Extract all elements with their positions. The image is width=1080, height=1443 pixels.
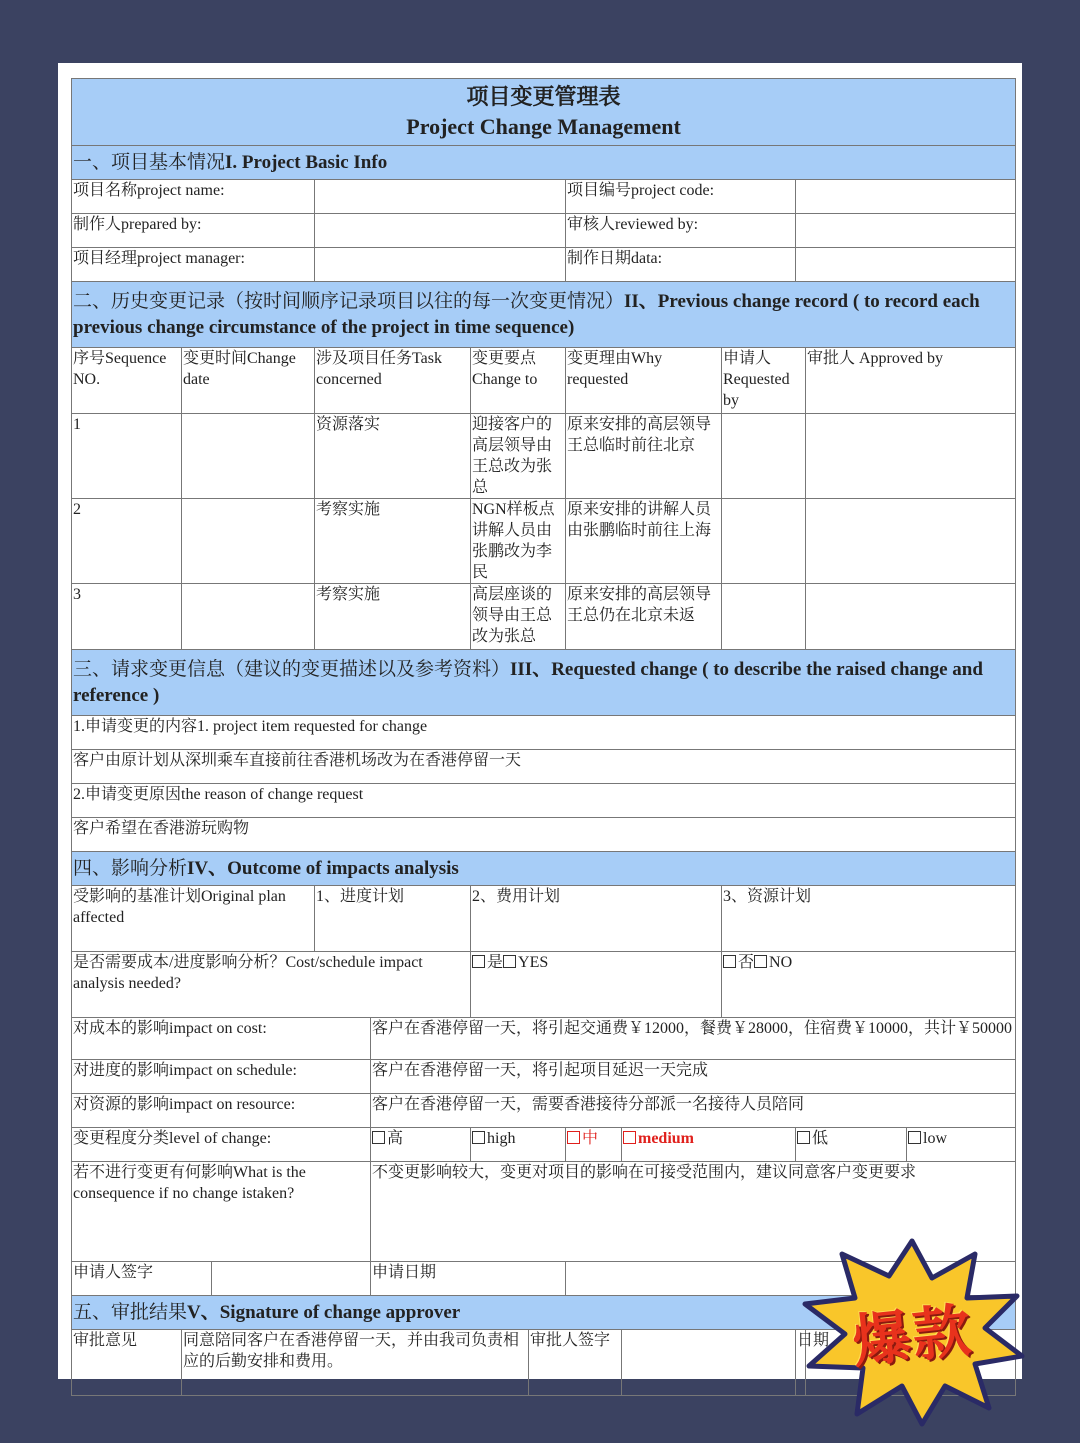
requested-item-value[interactable]: 客户由原计划从深圳乘车直接前往香港机场改为在香港停留一天 xyxy=(72,750,1016,784)
project-name-value[interactable] xyxy=(315,180,566,214)
col-approved-by: 审批人 Approved by xyxy=(806,348,1016,414)
badge-label: 爆款 xyxy=(849,1295,976,1377)
approval-opinion-value[interactable]: 同意陪同客户在香港停留一天，并由我司负责相应的后勤安排和费用。 xyxy=(182,1330,529,1396)
row-why: 原来安排的讲解人员由张鹏临时前往上海 xyxy=(566,499,722,584)
row-task: 考察实施 xyxy=(315,584,471,650)
level-high-en[interactable] xyxy=(471,1128,566,1162)
consequence-value[interactable]: 不变更影响较大，变更对项目的影响在可接受范围内，建议同意客户变更要求 xyxy=(371,1162,1016,1262)
checkbox-icon[interactable] xyxy=(472,955,485,968)
row-no: 3 xyxy=(72,584,182,650)
row-date[interactable] xyxy=(182,414,315,499)
approver-sign-value[interactable] xyxy=(622,1330,796,1396)
row-change: NGN样板点讲解人员由张鹏改为李民 xyxy=(471,499,566,584)
row-task: 资源落实 xyxy=(315,414,471,499)
row-no: 2 xyxy=(72,499,182,584)
reviewed-by-label: 审核人reviewed by: xyxy=(566,214,796,248)
section-4-header-en: IV、Outcome of impacts analysis xyxy=(187,857,459,879)
level-option: 低 xyxy=(812,1130,829,1147)
checkbox-icon[interactable] xyxy=(372,1131,385,1144)
form-sheet xyxy=(58,63,1022,1379)
date-label: 制作日期data: xyxy=(566,248,796,282)
section-4-header-cn: 四、影响分析 xyxy=(73,857,188,879)
checkbox-icon[interactable] xyxy=(472,1131,485,1144)
yes-en: YES xyxy=(518,954,549,971)
checkbox-icon[interactable] xyxy=(797,1131,810,1144)
date-value[interactable] xyxy=(796,248,1016,282)
plan-resource: 3、资源计划 xyxy=(722,886,1016,952)
section-2-header xyxy=(72,282,1016,348)
resource-impact-value[interactable]: 客户在香港停留一天，需要香港接待分部派一名接待人员陪同 xyxy=(371,1094,1016,1128)
plan-cost: 2、费用计划 xyxy=(471,886,722,952)
reviewed-by-value[interactable] xyxy=(796,214,1016,248)
col-why: 变更理由Why requested xyxy=(566,348,722,414)
section-4-header xyxy=(72,852,1016,886)
section-1-header-en: I. Project Basic Info xyxy=(225,151,388,173)
level-option: high xyxy=(487,1130,516,1147)
impact-analysis-label: 是否需要成本/进度影响分析？Cost/schedule impact analysis needed? xyxy=(72,952,471,1018)
checkbox-icon[interactable] xyxy=(503,955,516,968)
consequence-label: 若不进行变更有何影响What is the consequence if no change istaken? xyxy=(72,1162,371,1262)
table-row xyxy=(72,584,1016,650)
change-reason-value[interactable]: 客户希望在香港游玩购物 xyxy=(72,818,1016,852)
apply-date-label: 申请日期 xyxy=(371,1262,566,1296)
level-medium-cn[interactable] xyxy=(566,1128,622,1162)
section-1-header-cn: 一、项目基本情况 xyxy=(73,151,226,173)
change-reason-label: 2.申请变更原因the reason of change request xyxy=(72,784,1016,818)
level-medium-en[interactable] xyxy=(622,1128,796,1162)
table-row xyxy=(72,499,1016,584)
project-manager-value[interactable] xyxy=(315,248,566,282)
project-code-value[interactable] xyxy=(796,180,1016,214)
checkbox-icon[interactable] xyxy=(754,955,767,968)
col-task: 涉及项目任务Task concerned xyxy=(315,348,471,414)
checkbox-icon[interactable] xyxy=(623,1131,636,1144)
applicant-sign-label: 申请人签字 xyxy=(72,1262,212,1296)
row-requested-by[interactable] xyxy=(722,414,806,499)
plan-schedule: 1、进度计划 xyxy=(315,886,471,952)
level-low-en[interactable] xyxy=(907,1128,1016,1162)
project-name-label: 项目名称project name: xyxy=(72,180,315,214)
checkbox-icon[interactable] xyxy=(567,1131,580,1144)
section-2-header-en: II、Previous change record ( to record each previous change circumstance of the project in time sequence) xyxy=(73,290,980,338)
level-low-cn[interactable] xyxy=(796,1128,907,1162)
level-high-cn[interactable] xyxy=(371,1128,471,1162)
row-no: 1 xyxy=(72,414,182,499)
col-sequence: 序号Sequence NO. xyxy=(72,348,182,414)
section-3-header-cn: 三、请求变更信息（建议的变更描述以及参考资料） xyxy=(73,658,511,680)
level-label: 变更程度分类level of change: xyxy=(72,1128,371,1162)
col-change-to: 变更要点Change to xyxy=(471,348,566,414)
section-3-header xyxy=(72,650,1016,716)
level-option: low xyxy=(923,1130,947,1147)
row-requested-by[interactable] xyxy=(722,499,806,584)
row-date[interactable] xyxy=(182,499,315,584)
row-task: 考察实施 xyxy=(315,499,471,584)
row-approved-by[interactable] xyxy=(806,584,1016,650)
impact-analysis-yes xyxy=(471,952,722,1018)
approver-sign-label: 审批人签字 xyxy=(529,1330,622,1396)
cost-impact-value[interactable]: 客户在香港停留一天，将引起交通费￥12000，餐费￥28000，住宿费￥10000，共计￥50000 xyxy=(371,1018,1016,1060)
form-title xyxy=(72,79,1016,146)
cost-impact-label: 对成本的影响impact on cost: xyxy=(72,1018,371,1060)
section-2-header-cn: 二、历史变更记录（按时间顺序记录项目以往的每一次变更情况） xyxy=(73,290,625,312)
title-cn: 项目变更管理表 xyxy=(466,85,621,110)
approval-date-label: 日期 xyxy=(796,1330,806,1396)
row-why: 原来安排的高层领导王总仍在北京未返 xyxy=(566,584,722,650)
schedule-impact-label: 对进度的影响impact on schedule: xyxy=(72,1060,371,1094)
hot-item-badge xyxy=(797,1236,1027,1426)
prepared-by-value[interactable] xyxy=(315,214,566,248)
level-option: medium xyxy=(638,1130,694,1147)
requested-item-label: 1.申请变更的内容1. project item requested for change xyxy=(72,716,1016,750)
prepared-by-label: 制作人prepared by: xyxy=(72,214,315,248)
row-requested-by[interactable] xyxy=(722,584,806,650)
row-date[interactable] xyxy=(182,584,315,650)
change-management-table xyxy=(71,78,1016,1396)
section-3-header-en: III、Requested change ( to describe the raised change and reference ) xyxy=(73,658,983,706)
level-option: 高 xyxy=(387,1130,404,1147)
no-cn: 否 xyxy=(738,954,755,971)
row-why: 原来安排的高层领导王总临时前往北京 xyxy=(566,414,722,499)
project-code-label: 项目编号project code: xyxy=(566,180,796,214)
row-change: 迎接客户的高层领导由王总改为张总 xyxy=(471,414,566,499)
no-en: NO xyxy=(769,954,793,971)
col-requested-by: 申请人 Requested by xyxy=(722,348,806,414)
title-en: Project Change Management xyxy=(406,114,681,139)
original-plan-label: 受影响的基准计划Original plan affected xyxy=(72,886,315,952)
approval-opinion-label: 审批意见 xyxy=(72,1330,182,1396)
table-row xyxy=(72,414,1016,499)
row-approved-by[interactable] xyxy=(806,499,1016,584)
section-1-header xyxy=(72,146,1016,180)
project-manager-label: 项目经理project manager: xyxy=(72,248,315,282)
checkbox-icon[interactable] xyxy=(723,955,736,968)
checkbox-icon[interactable] xyxy=(908,1131,921,1144)
schedule-impact-value[interactable]: 客户在香港停留一天，将引起项目延迟一天完成 xyxy=(371,1060,1016,1094)
yes-cn: 是 xyxy=(487,954,504,971)
impact-analysis-no xyxy=(722,952,1016,1018)
section-5-header-cn: 五、审批结果 xyxy=(73,1301,188,1323)
level-option: 中 xyxy=(582,1130,599,1147)
row-approved-by[interactable] xyxy=(806,414,1016,499)
section-5-header-en: V、Signature of change approver xyxy=(187,1301,461,1323)
row-change: 高层座谈的领导由王总改为张总 xyxy=(471,584,566,650)
resource-impact-label: 对资源的影响impact on resource: xyxy=(72,1094,371,1128)
applicant-sign-value[interactable] xyxy=(212,1262,371,1296)
col-change-date: 变更时间Change date xyxy=(182,348,315,414)
